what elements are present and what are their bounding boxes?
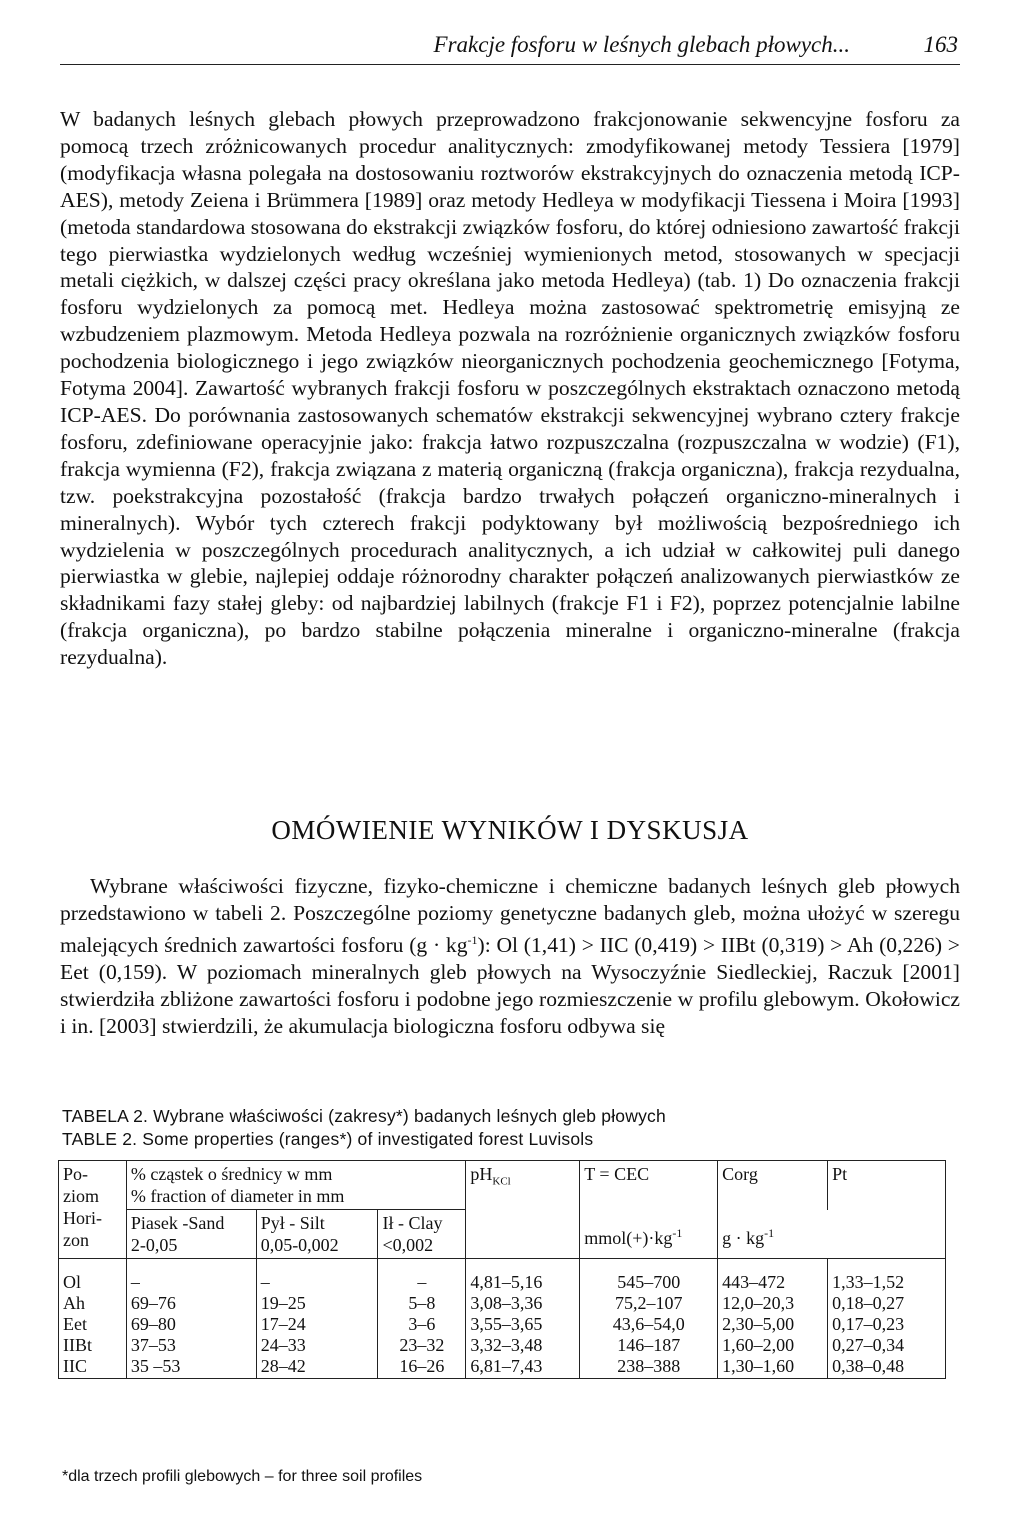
header-silt-range: 0,05-0,002 [260, 1235, 339, 1255]
table-cell: Ah [63, 1293, 85, 1313]
table-cell: 3,32–3,48 [470, 1335, 543, 1355]
table-cell: 545–700 [617, 1272, 681, 1292]
header-sand [126, 1210, 256, 1259]
table-cell: 3,08–3,36 [470, 1293, 543, 1313]
table-cell: 28–42 [260, 1356, 306, 1376]
table-cell: 1,33–1,52 [832, 1272, 905, 1292]
header-horizon-line: Hori- [63, 1208, 102, 1228]
table-cell: 17–24 [260, 1314, 306, 1334]
header-silt [256, 1210, 378, 1259]
cec-unit-superscript: -1 [672, 1225, 683, 1240]
table-cell: – [417, 1272, 427, 1292]
header-fraction-en: % fraction of diameter in mm [130, 1186, 345, 1206]
header-pt: Pt [828, 1161, 946, 1210]
header-horizon-line: ziom [63, 1186, 99, 1206]
col-clay [378, 1259, 466, 1379]
page-number: 163 [923, 32, 958, 57]
header-sand-label: Piasek -Sand [130, 1213, 225, 1233]
table-cell: 24–33 [260, 1335, 306, 1355]
table-cell: 75,2–107 [614, 1293, 683, 1313]
section-title: OMÓWIENIE WYNIKÓW I DYSKUSJA [271, 815, 749, 845]
table-cell: 5–8 [408, 1293, 436, 1313]
table-cell: 1,30–1,60 [722, 1356, 795, 1376]
running-title: Frakcje fosforu w leśnych glebach płowych... [433, 32, 850, 57]
header-fraction [126, 1161, 465, 1210]
header-g-unit [718, 1210, 946, 1259]
header-corg: Corg [718, 1161, 828, 1210]
table-cell: 12,0–20,3 [722, 1293, 795, 1313]
table-caption-polish: TABELA 2. Wybrane właściwości (zakresy*) badanych leśnych gleb płowych [62, 1106, 666, 1126]
g-unit-label: g · kg [722, 1227, 765, 1248]
header-cec: T = CEC [580, 1161, 718, 1210]
table-cell: 2,30–5,00 [722, 1314, 795, 1334]
header-horizon-line: Po- [63, 1164, 89, 1184]
header-silt-label: Pył - Silt [260, 1213, 325, 1233]
table-cell: – [130, 1272, 140, 1292]
table-cell: 43,6–54,0 [612, 1314, 685, 1334]
header-clay-label: Ił - Clay [382, 1213, 443, 1233]
col-cec [580, 1259, 718, 1379]
table-cell: 3,55–3,65 [470, 1314, 543, 1334]
g-unit-superscript: -1 [764, 1225, 775, 1240]
table-cell: 6,81–7,43 [470, 1356, 543, 1376]
col-ph [466, 1259, 580, 1379]
table-cell: 35 –53 [130, 1356, 181, 1376]
results-text-part2: ): Ol (1,41) > IIC (0,419) > IIBt (0,319) > Ah (0,226) > Eet (0,159). W poziomach mineralnych gleb płowych na Wysoczyźnie Siedleckiej, Raczuk [2001] stwierdziła zbliżone zawartości fosforu i podobne jego rozmieszczenie w profilu glebowym. Okołowicz i in. [2003] stwierdzili, że akumulacja biologiczna fosforu odbywa się [60, 933, 960, 1038]
table-body [59, 1259, 946, 1379]
table-cell: Ol [63, 1272, 81, 1292]
table-caption-english: TABLE 2. Some properties (ranges*) of investigated forest Luvisols [62, 1129, 594, 1149]
body-paragraph-methods: W badanych leśnych glebach płowych przeprowadzono frakcjonowanie sekwencyjne fosforu za pomocą trzech zróżnicowanych procedur analitycznych: zmodyfikowanej metody Tessiera [1979] (modyfikacja własna polegała na dostosowaniu roztworów ekstrakcyjnych do oznaczenia metodą ICP-AES), metody Zeiena i Brümmera [1989] oraz metody Hedleya w modyfikacji Tiessena i Moira [1993] (metoda standardowa stosowana do ekstrakcji związków fosforu, do której odniesiono zawartość frakcji tego pierwiastka wydzielonych według wcześniej wymienionych metod, stosowanych w specjacji metali ciężkich, w dalszej części pracy określana jako metoda Hedleya) (tab. 1) Do oznaczenia frakcji fosforu wydzielonych za pomocą met. Hedleya można zastosować spektrometrię emisyjną ze wzbudzeniem plazmowym. Metoda Hedleya pozwala na rozróżnienie organicznych związków fosforu pochodzenia biologicznego i jego związków nieorganicznych pochodzenia geochemicznego [Fotyma, Fotyma 2004]. Zawartość wybranych frakcji fosforu w poszczególnych ekstraktach oznaczono metodą ICP-AES. Do porównania zastosowanych schematów ekstrakcji sekwencyjnej wybrano cztery frakcje fosforu, zdefiniowane operacyjnie jako: frakcja łatwo rozpuszczalna (rozpuszczalna w wodzie) (F1), frakcja wymienna (F2), frakcja związana z materią organiczną (frakcja organiczna), frakcja rezydualna, tzw. poekstrakcyjna pozostałość (frakcja bardzo trwałych połączeń organiczno-mineralnych i mineralnych). Wybór tych czterech frakcji podyktowany był możliwością bezpośredniego ich wydzielenia w poszczególnych procedurach analitycznych, a ich udział w całkowitej puli danego pierwiastka w glebie, najlepiej oddaje różnorodny charakter połączeń analizowanych pierwiastków ze składnikami fazy stałej gleby: od najbardziej labilnych (frakcje F1 i F2), poprzez potencjalnie labilne (frakcja organiczna), po bardzo stabilne połączenia mineralne i organiczno-mineralne (frakcja rezydualna). [60, 107, 960, 670]
results-text-superscript: -1 [467, 932, 478, 947]
col-sand [126, 1259, 256, 1379]
table-cell: 1,60–2,00 [722, 1335, 795, 1355]
col-silt [256, 1259, 378, 1379]
table-header-row [59, 1161, 946, 1210]
table-cell: 69–80 [130, 1314, 176, 1334]
soil-properties-table [58, 1160, 946, 1379]
table-cell: IIC [63, 1356, 87, 1376]
col-horizon [59, 1259, 127, 1379]
table-cell: 4,81–5,16 [470, 1272, 543, 1292]
table-cell: 19–25 [260, 1293, 306, 1313]
table-cell: 146–187 [617, 1335, 681, 1355]
header-ph [466, 1161, 580, 1259]
table-footnote: *dla trzech profili glebowych – for three soil profiles [62, 1468, 423, 1485]
table-cell: Eet [63, 1314, 87, 1334]
header-clay [378, 1210, 466, 1259]
body-paragraph-results [60, 873, 960, 1040]
table-cell: 69–76 [130, 1293, 176, 1313]
cec-unit-label: mmol(+)·kg [584, 1227, 673, 1248]
running-header [60, 28, 960, 65]
table-cell: 0,18–0,27 [832, 1293, 905, 1313]
table-cell: 37–53 [130, 1335, 176, 1355]
header-horizon [59, 1161, 127, 1259]
header-horizon-line: zon [63, 1230, 89, 1250]
table-cell: 3–6 [408, 1314, 436, 1334]
table-cell: – [260, 1272, 270, 1292]
col-pt [828, 1259, 946, 1379]
header-fraction-pl: % cząstek o średnicy w mm [130, 1164, 333, 1184]
header-ph-label: pH [470, 1164, 493, 1184]
table-cell: 0,17–0,23 [832, 1314, 905, 1334]
header-cec-unit [580, 1210, 718, 1259]
header-sand-range: 2-0,05 [130, 1235, 178, 1255]
table-cell: 16–26 [399, 1356, 445, 1376]
table-cell: 0,27–0,34 [832, 1335, 905, 1355]
table-cell: IIBt [63, 1335, 92, 1355]
table-cell: 0,38–0,48 [832, 1356, 905, 1376]
header-clay-range: <0,002 [382, 1235, 434, 1255]
col-corg [718, 1259, 828, 1379]
header-ph-subscript: KCl [492, 1175, 511, 1188]
table-cell: 238–388 [617, 1356, 681, 1376]
table-cell: 23–32 [399, 1335, 445, 1355]
results-text-part1: Wybrane właściwości fizyczne, fizyko-chemiczne i chemiczne badanych leśnych gleb płowych przedstawiono w tabeli 2. Poszczególne poziomy genetyczne badanych gleb, można ułożyć w szeregu malejących średnich zawartości fosforu (g · kg [60, 874, 960, 957]
table-cell: 443–472 [722, 1272, 786, 1292]
